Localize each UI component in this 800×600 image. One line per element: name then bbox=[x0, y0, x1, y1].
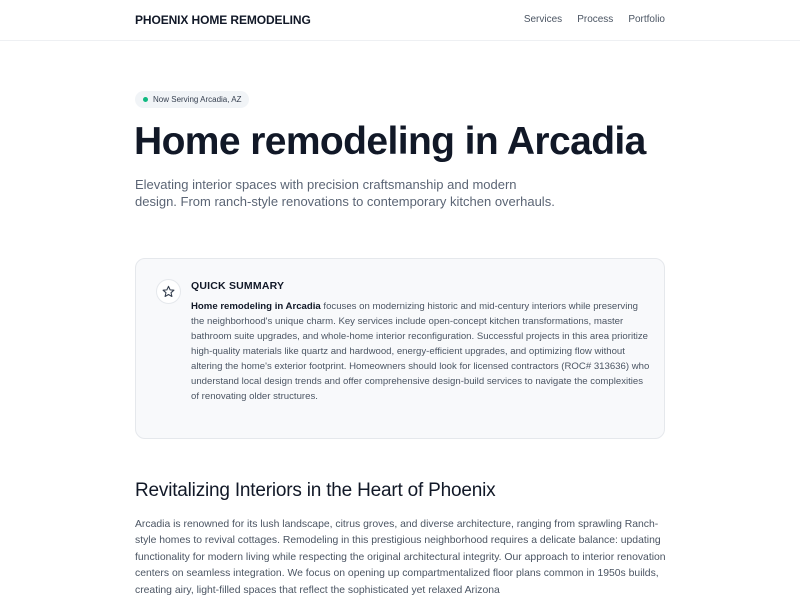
section-body-text: Arcadia is renowned for its lush landscape, citrus groves, and diverse architecture, ranging from sprawling Ranch-style homes to revival cottages. Remodeling in this prestigious neighborhood requires a delicate balance: updating functionality for modern living while respecting the original architectural integrity. Our approach to interior renovation centers on seamless integration. We focus on opening up compartmentalized floor plans common in 1950s builds, creating airy, light-filled spaces that reflect the sophisticated yet relaxed Arizona bbox=[135, 519, 666, 596]
hero-subtitle: Elevating interior spaces with precision craftsmanship and modern design. From ranch-style renovations to contemporary kitchen overhauls. bbox=[135, 177, 555, 209]
top-navigation bbox=[0, 0, 800, 41]
brand-logo-text[interactable]: PHOENIX HOME REMODELING bbox=[135, 13, 311, 27]
page-title: Home remodeling in Arcadia bbox=[134, 120, 646, 163]
summary-text bbox=[191, 299, 651, 404]
nav-link-services[interactable]: Services bbox=[523, 14, 563, 25]
location-badge bbox=[135, 91, 249, 108]
nav-links bbox=[524, 14, 665, 25]
location-badge-text: Now Serving Arcadia, AZ bbox=[153, 95, 242, 104]
star-icon bbox=[156, 279, 181, 304]
section-heading: Revitalizing Interiors in the Heart of Phoenix bbox=[135, 480, 496, 501]
nav-link-process[interactable]: Process bbox=[577, 14, 614, 25]
summary-lead: Home remodeling in Arcadia bbox=[191, 301, 321, 312]
nav-link-portfolio[interactable]: Portfolio bbox=[628, 14, 665, 25]
summary-heading: QUICK SUMMARY bbox=[191, 280, 285, 292]
status-dot-icon bbox=[143, 97, 148, 102]
quick-summary-card bbox=[135, 258, 665, 439]
summary-body: focuses on modernizing historic and mid-century interiors while preserving the neighborhood's unique charm. Key services include open-concept kitchen transformations, master bathroom suite upgrades, and whole-home interior reconfiguration. Successful projects in this area prioritize high-quality materials like quartz and hardwood, energy-efficient upgrades, and optimizing flow without altering the home's exterior footprint. Homeowners should look for licensed contractors (ROC# 313636) who understand local design trends and offer comprehensive design-build services to navigate the complexities of renovating older structures. bbox=[191, 301, 650, 402]
